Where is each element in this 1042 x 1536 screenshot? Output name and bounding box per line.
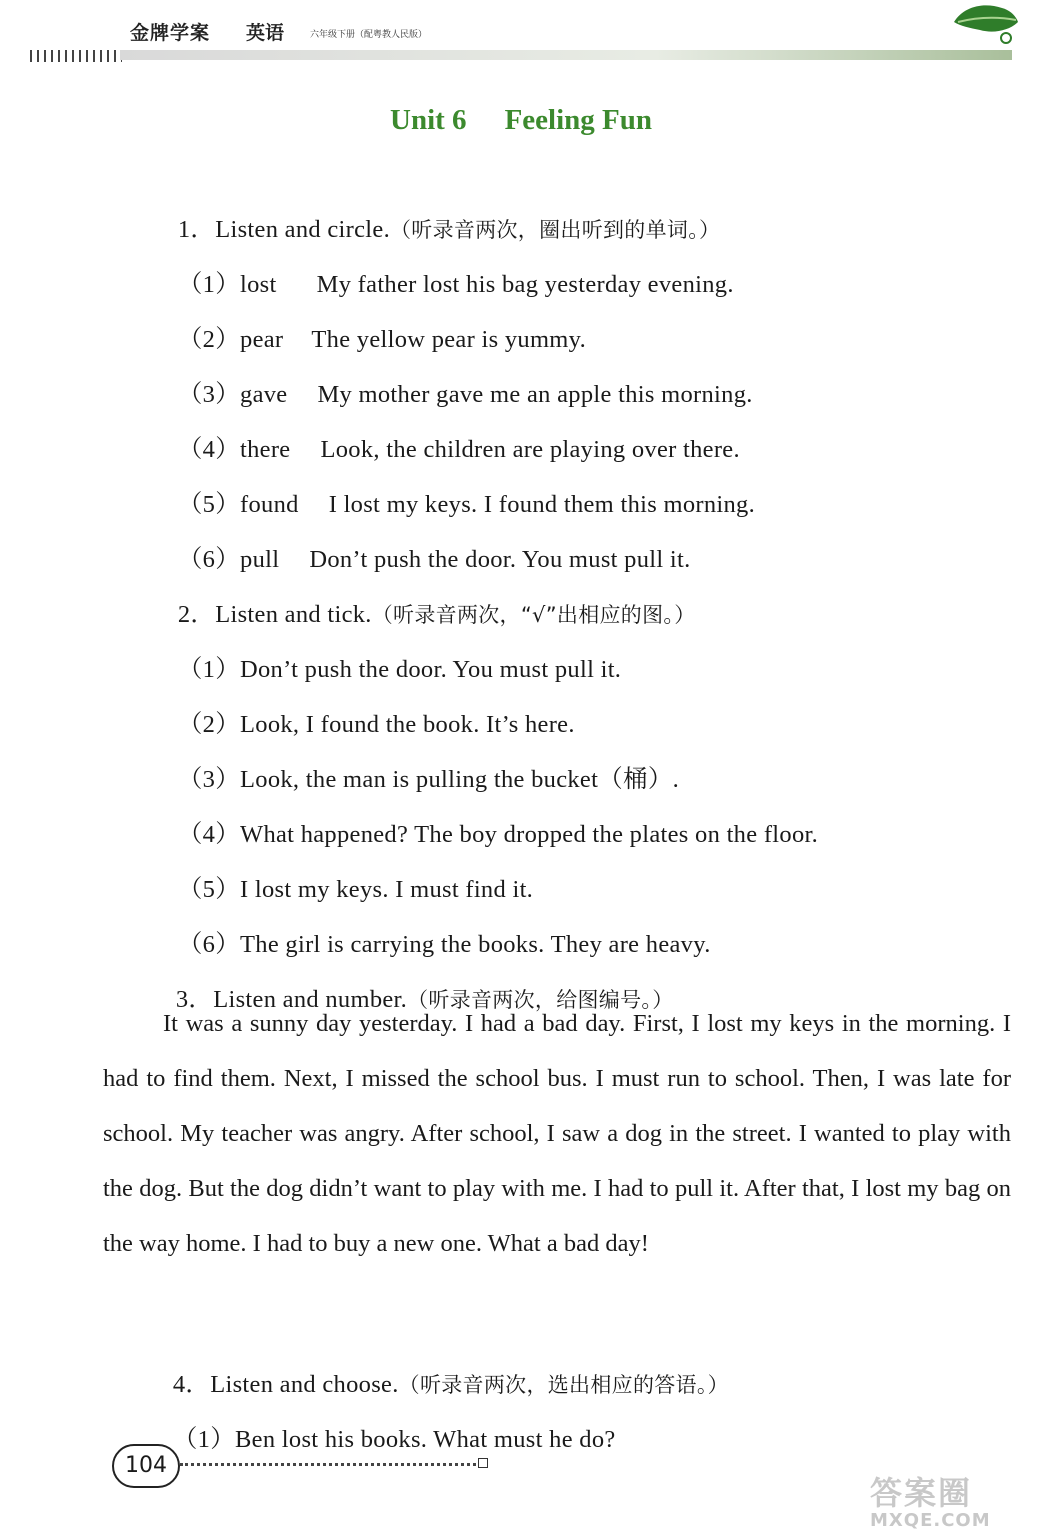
item-number: （6） <box>177 931 241 958</box>
item-number: （1） <box>177 656 241 683</box>
section-heading-text: 1．Listen and circle. <box>177 216 390 243</box>
unit-number: Unit 6 <box>390 104 467 136</box>
item-number: （4） <box>177 821 241 848</box>
list-item <box>165 732 679 795</box>
item-sentence: Don’t push the door. You must pull it. <box>240 656 622 683</box>
list-item <box>165 402 740 465</box>
section-heading-text: 3．Listen and number. <box>175 986 408 1013</box>
unit-name: Feeling Fun <box>504 104 652 136</box>
header-rule <box>120 50 1012 60</box>
leaf-logo-icon <box>950 0 1020 46</box>
watermark <box>860 1468 1032 1531</box>
subject-label: 英语 <box>246 22 285 44</box>
list-item <box>165 237 734 300</box>
list-item <box>165 622 621 685</box>
book-title: 金牌学案 <box>130 22 211 44</box>
unit-title <box>0 104 1042 137</box>
section1-heading <box>165 182 720 245</box>
list-item <box>165 292 586 355</box>
page-header <box>0 0 1042 70</box>
page-number: 104 <box>112 1444 180 1488</box>
section-heading-zh: （听录音两次，给图编号。） <box>407 988 674 1012</box>
item-word: pear <box>240 326 284 353</box>
list-item <box>165 842 533 905</box>
item-number: （2） <box>177 326 241 353</box>
passage-text: It was a sunny day yesterday. I had a bad day. First, I lost my keys in the morning. I had to find them. Next, I missed the school bus. I must run to school. Then, I was late for school. My teacher was angry. After school, I saw a dog in the street. I wanted to play with the dog. But the dog didn’t want to play with me. I had to pull it. After that, I lost my bag on the way home. I had to buy a new one. What a bad day! <box>103 1010 1011 1257</box>
item-sentence: Look, I found the book. It’s here. <box>240 711 575 738</box>
section-heading-zh: （听录音两次，选出相应的答语。） <box>398 1373 729 1397</box>
list-item <box>165 457 755 520</box>
item-word: gave <box>240 381 288 408</box>
section4-heading <box>160 1337 729 1400</box>
item-number: （2） <box>177 711 241 738</box>
item-sentence: My father lost his bag yesterday evening. <box>316 271 734 298</box>
watermark-bottom: MXQE.COM <box>870 1510 991 1531</box>
watermark-top: 答案圈 <box>870 1474 973 1512</box>
item-sentence: The yellow pear is yummy. <box>311 326 587 353</box>
list-item <box>165 897 711 960</box>
header-tick-marks <box>30 50 122 62</box>
section2-heading <box>165 567 696 630</box>
grade-label: 六年级下册（配粤教人民版） <box>310 30 428 40</box>
item-number: （5） <box>177 876 241 903</box>
item-number: （1） <box>177 271 241 298</box>
dotted-leader <box>180 1463 476 1466</box>
section-heading-text: 4．Listen and choose. <box>172 1371 399 1398</box>
item-sentence: My mother gave me an apple this morning. <box>317 381 753 408</box>
square-marker-icon <box>478 1458 488 1468</box>
item-number: （1） <box>172 1426 236 1453</box>
item-number: （3） <box>177 381 241 408</box>
list-item <box>165 347 753 410</box>
item-sentence: What happened? The boy dropped the plates on the floor. <box>240 821 819 848</box>
passage <box>103 996 1011 1271</box>
item-number: （3） <box>177 766 241 793</box>
item-sentence: Don’t push the door. You must pull it. <box>309 546 691 573</box>
list-item <box>165 677 575 740</box>
item-word: lost <box>240 271 277 298</box>
item-word: pull <box>240 546 280 573</box>
section-heading-zh: （听录音两次，圈出听到的单词。） <box>390 218 721 242</box>
page-footer <box>0 1430 1042 1530</box>
item-sentence: Look, the children are playing over there. <box>320 436 740 463</box>
item-number: （4） <box>177 436 241 463</box>
item-word: found <box>240 491 299 518</box>
item-sentence: I lost my keys. I found them this morning. <box>328 491 756 518</box>
item-number: （6） <box>177 546 241 573</box>
item-sentence: I lost my keys. I must find it. <box>240 876 534 903</box>
list-item <box>165 512 691 575</box>
item-sentence: The girl is carrying the books. They are heavy. <box>240 931 711 958</box>
item-word: there <box>240 436 291 463</box>
section-heading-text: 2．Listen and tick. <box>177 601 372 628</box>
list-item <box>165 787 818 850</box>
section-heading-zh: （听录音两次，“√”出相应的图。） <box>371 603 696 627</box>
item-number: （5） <box>177 491 241 518</box>
item-sentence: Ben lost his books. What must he do? <box>235 1426 616 1453</box>
item-sentence: Look, the man is pulling the bucket（桶）. <box>240 766 680 793</box>
